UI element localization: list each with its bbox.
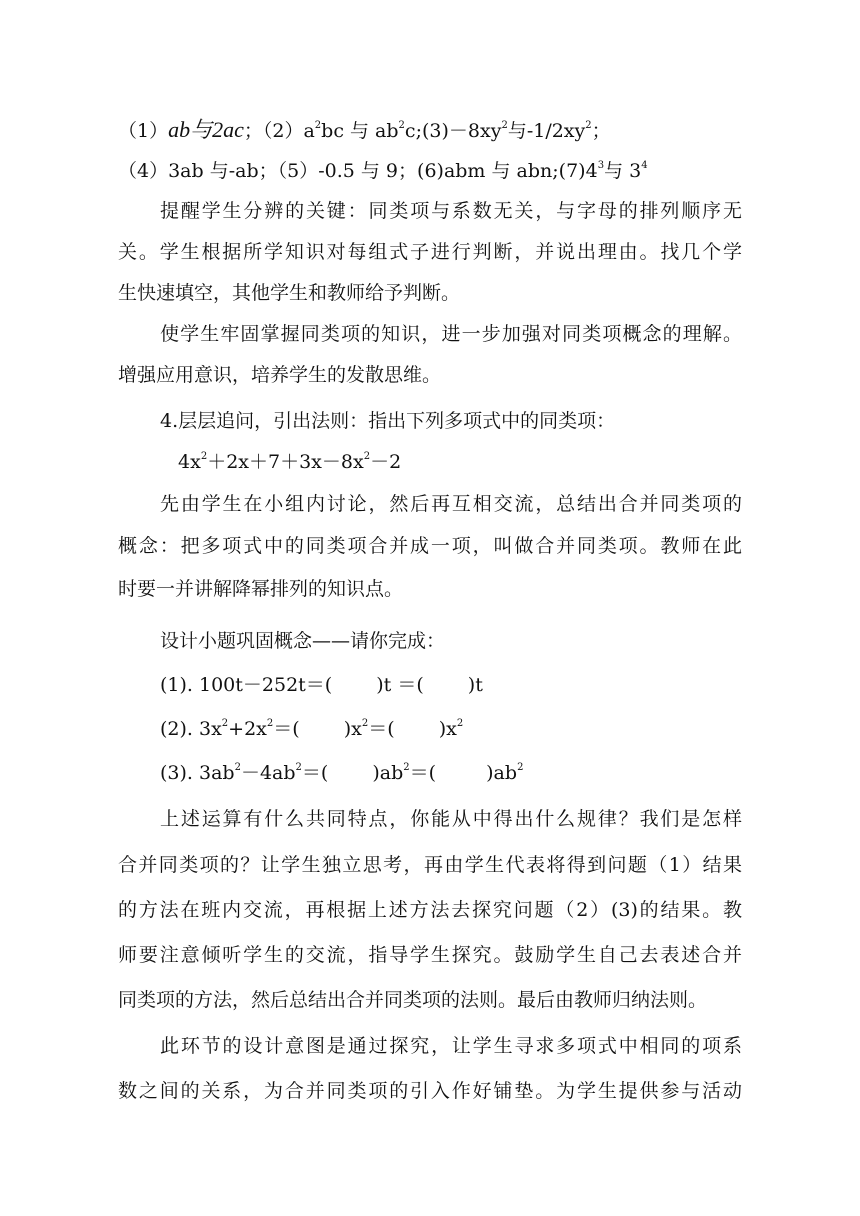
paragraph-common-line-1: 上述运算有什么共同特点，你能从中得出什么规律？我们是怎样 bbox=[160, 808, 742, 830]
exponent: 4 bbox=[641, 160, 648, 171]
problem-text: －4ab bbox=[240, 762, 296, 784]
separator: ； bbox=[243, 120, 263, 142]
poly-term: ＋2x＋7＋3x－8x bbox=[207, 451, 364, 473]
problem-text: (2). 3x bbox=[160, 718, 222, 740]
section-4-heading: 4.层层追问，引出法则：指出下列多项式中的同类项： bbox=[160, 410, 616, 432]
exponent: 2 bbox=[234, 762, 241, 773]
item-number: （2） bbox=[262, 120, 304, 142]
exponent: 2 bbox=[456, 718, 464, 729]
exponent: 2 bbox=[361, 718, 369, 729]
exponent: 2 bbox=[200, 451, 208, 462]
problem-text: ＝( )x bbox=[273, 718, 362, 740]
exponent: 3 bbox=[597, 160, 605, 171]
exponent: 2 bbox=[363, 451, 371, 462]
pair-1-expression: ab与2ac bbox=[168, 117, 244, 142]
paragraph-common-line-4: 师要注意倾听学生的交流，指导学生探究。鼓励学生自己去表述合并 bbox=[118, 944, 742, 966]
problem-text: ＝( )ab bbox=[409, 762, 518, 784]
pair-2-text: bc 与 ab bbox=[321, 120, 399, 142]
problem-1: (1). 100t－252t＝( )t ＝( )t bbox=[160, 674, 483, 696]
design-prompt: 设计小题巩固概念——请你完成： bbox=[160, 630, 446, 652]
separator: ； bbox=[591, 120, 611, 142]
exponent: 2 bbox=[266, 718, 274, 729]
exponent: 2 bbox=[517, 762, 524, 773]
polynomial-expression bbox=[178, 449, 742, 475]
pair-7: 与 3 bbox=[604, 160, 642, 182]
exponent: 2 bbox=[314, 120, 322, 131]
pair-5: （5）-0.5 与 9； bbox=[277, 160, 418, 182]
exponent: 2 bbox=[398, 120, 405, 131]
item-number: (3) bbox=[421, 120, 449, 142]
problem-text: (3). 3ab bbox=[160, 762, 235, 784]
item-number: （1） bbox=[118, 120, 169, 142]
paragraph-master-line-2: 增强应用意识，培养学生的发散思维。 bbox=[118, 364, 442, 386]
paragraph-key-line-1: 提醒学生分辨的关键：同类项与系数无关，与字母的排列顺序无 bbox=[160, 200, 742, 222]
poly-term: －2 bbox=[370, 451, 402, 473]
paragraph-common-line-2: 合并同类项的？让学生独立思考，再由学生代表将得到问题（1）结果 bbox=[118, 854, 742, 876]
problem-text: ＝( )x bbox=[368, 718, 457, 740]
paragraph-master-line-1: 使学生牢固掌握同类项的知识，进一步加强对同类项概念的理解。 bbox=[160, 323, 742, 345]
problem-2 bbox=[160, 716, 742, 742]
exponent: 2 bbox=[221, 718, 229, 729]
exponent: 2 bbox=[585, 120, 592, 131]
pair-3-text: －8xy bbox=[448, 120, 502, 142]
pair-4: （4）3ab 与-ab； bbox=[118, 160, 278, 182]
paragraph-intent-line-2: 数之间的关系，为合并同类项的引入作好铺垫。为学生提供参与活动 bbox=[118, 1080, 742, 1102]
paragraph-common-line-5: 同类项的方法，然后总结出合并同类项的法则。最后由教师归纳法则。 bbox=[118, 989, 708, 1011]
exponent: 2 bbox=[403, 762, 410, 773]
poly-term: 4x bbox=[178, 451, 201, 473]
exercise-row-2 bbox=[118, 158, 742, 184]
pair-2-text: c; bbox=[404, 120, 422, 142]
exponent: 2 bbox=[501, 120, 508, 131]
problem-text: ＝( )ab bbox=[301, 762, 404, 784]
problem-3 bbox=[160, 760, 742, 786]
exercise-row-1 bbox=[118, 117, 742, 144]
pair-3-text: 与-1/2xy bbox=[507, 120, 586, 142]
pair-7: (7)4 bbox=[558, 160, 598, 182]
paragraph-group-line-2: 概念：把多项式中的同类项合并成一项，叫做合并同类项。教师在此 bbox=[118, 535, 742, 557]
pair-2-text: a bbox=[303, 120, 315, 142]
paragraph-group-line-3: 时要一并讲解降幂排列的知识点。 bbox=[118, 578, 404, 600]
problem-text: +2x bbox=[228, 718, 267, 740]
paragraph-intent-line-1: 此环节的设计意图是通过探究，让学生寻求多项式中相同的项系 bbox=[160, 1035, 742, 1057]
paragraph-group-line-1: 先由学生在小组内讨论，然后再互相交流，总结出合并同类项的 bbox=[160, 493, 742, 515]
paragraph-key-line-2: 关。学生根据所学知识对每组式子进行判断，并说出理由。找几个学 bbox=[118, 241, 742, 263]
exponent: 2 bbox=[295, 762, 302, 773]
pair-6: (6)abm 与 abn; bbox=[417, 160, 559, 182]
paragraph-key-line-3: 生快速填空，其他学生和教师给予判断。 bbox=[118, 282, 461, 304]
paragraph-common-line-3: 的方法在班内交流，再根据上述方法去探究问题（2）(3)的结果。教 bbox=[118, 899, 742, 921]
